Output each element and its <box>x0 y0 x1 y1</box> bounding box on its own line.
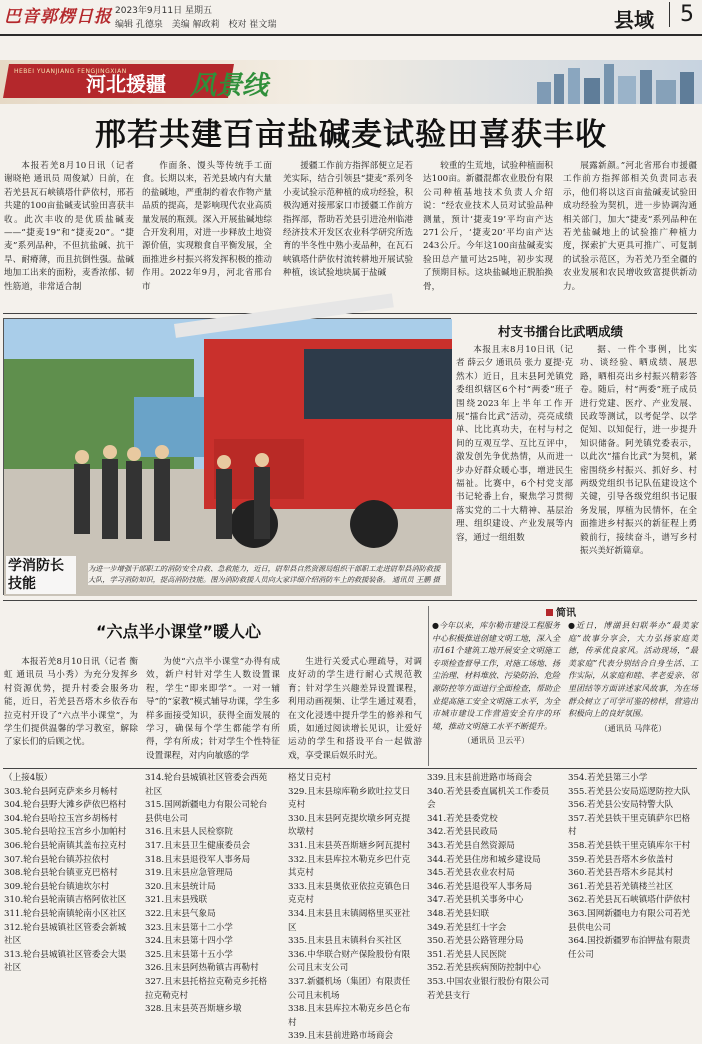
honor-list-entry: 337.新疆机场（集团）有限责任公司且末机场 <box>288 976 411 1001</box>
main-story-col-3: 援疆工作前方指挥部便立足若羌实际，结合引领县“捷麦”系列冬小麦试验示范种植的成功经验，积极沟通对接邢家口市援疆工作前方指挥部，帮助若羌县引进沧州临港经济技术开发区农业科学研究所选育的半冬性中熟小麦品种，在瓦石峡镇塔什萨依村流转耕地开展试验种植，该试验地块属于盐碱 <box>283 161 413 279</box>
main-story-col-4: 较重的生荒地，试验种植面积达100亩。新疆混都农业股份有限公司种植基地技术负责人介绍说：“经农业技术人员对试验品种测量，预计‘捷麦19’平均亩产达271公斤，‘捷麦20’平均亩产达243公斤。今年这100亩盐碱麦实验田总产量可达25吨，初步实现了预期目标。这块盐碱地正脱胎换骨， <box>423 161 553 292</box>
main-story-col-1: 本报若羌8月10日讯（记者 谢晓艳 通讯员 周俊斌）日前，在若羌县瓦石峡镇塔什萨依村，邢若共建的100亩盐碱麦试验田喜获丰收。此次丰收的是优质盐碱麦——“捷麦19”和“捷麦20”。“捷麦”系列品种，不但抗盐碱、抗干旱、耐瘠薄，而且抗倒性强。盐碱地加工出来的面粉，麦香浓郁、韧性筋道，非常适合制 <box>4 161 134 292</box>
honor-list-entry: 323.且末县第十二小学 <box>145 922 233 933</box>
section-label: 县域 <box>614 8 654 32</box>
honor-list-entry: 361.若羌县若羌镇楼兰社区 <box>568 881 674 892</box>
village-story-col-1: 本报且末8月10日讯（记者 薛云夕 通讯员 张力 夏提·克然木）近日，且末县阿羌镇党委组织辖区6个村“两委”班子围绕2023年上半年工作开展“擂台比武”活动，亮亮成绩单、比比真功夫，在村与村之间的互观互学、互比互评中，激发创先争优热情，从而进一步办好群众暖心事，增进民生福祉。比赛中，6个村党支部书记轮番上台，聚焦学习贯彻落实党的二十大精神、基层治理、组织建设、产业发展等内容，通过一组组数 <box>456 345 573 543</box>
honor-list-entry: 324.且末县第十四小学 <box>145 936 233 947</box>
section-divider <box>3 600 697 601</box>
honor-list-entry: 352.若羌县疾病预防控制中心 <box>427 963 541 974</box>
honor-list-entry: 325.且末县第十五小学 <box>145 949 233 960</box>
honor-list-entry: 358.若羌县铁干里克镇库尔干村 <box>568 840 691 851</box>
dateline: 2023年9月11日 星期五 <box>115 6 212 16</box>
honor-list-entry: 307.轮台县轮台镇苏拉依村 <box>4 854 110 865</box>
banner-subtitle: HEBEI YUANJIANG FENGJINGXIAN <box>14 68 127 75</box>
honor-list-entry: 306.轮台县轮南镇其盖布拉克村 <box>4 840 127 851</box>
honor-list-entry: 309.轮台县轮台镇迪坎尔村 <box>4 881 110 892</box>
honor-list-entry: 326.且末县阿热勒镇古再勒村 <box>145 963 259 974</box>
honor-list-entry: 334.且末县且末镇阔格里买亚社区 <box>288 908 411 933</box>
honor-list-col-5 <box>568 772 698 1022</box>
honor-list-entry: 341.若羌县委党校 <box>427 813 498 824</box>
honor-list-entry: 315.国网新疆电力有限公司轮台县供电公司 <box>145 800 268 824</box>
proof-name: 校对 崔文瑞 <box>228 20 277 30</box>
village-story-col-2: 据、一件个事例，比实功、谈经验、晒成绩、展思路，晒相亮出乡村振兴精彩答卷。随后，村“两委”班子成员进行党建、医疗、产业发展、民政等测试，以考促学、以学促知、以知促行，进一步提升知识储备。阿羌镇党委表示，以此次“擂台比武”为契机，紧密围绕乡村振兴、抓好乡、村两级党组织书记队伍建设这个关键，引导各级党组织书记服务发展，厚植为民情怀，在全面推进乡村振兴的新征程上勇毅前行，接续奋斗，谱写乡村振兴美好新篇章。 <box>580 345 697 557</box>
page-number: 5 <box>669 2 694 27</box>
honor-list-entry: 311.轮台县轮南镇轮南小区社区 <box>4 908 127 919</box>
honor-list-entry: 340.若羌县委直属机关工作委员会 <box>427 786 550 811</box>
honor-list-entry: 354.若羌县第三小学 <box>568 773 648 783</box>
brief-item-2: ●近日，博湖县妇联举办“最美家庭”故事分享会，大力弘扬家庭美德，传承优良家风。活动现场，“最美家庭”代表分别结合自身生活、工作实际，从家庭和睦、孝老爱亲、邻里团结等方面讲述家风故事，为在场群众树立了可学可鉴的榜样，营造出积极向上的良好氛围。 （通讯员 马萍花） <box>568 621 698 733</box>
newspaper-logo: 巴音郭楞日报 <box>4 7 112 27</box>
column-banner <box>0 60 702 104</box>
skyline-illustration <box>532 60 702 104</box>
honor-list-col-4 <box>427 772 557 1022</box>
honor-list-entry: 316.且末县人民检察院 <box>145 827 233 838</box>
masthead <box>0 0 702 36</box>
honor-list-entry: 338.且末县库拉木勒克乡邑仑布村 <box>288 1004 411 1028</box>
brief-item-1: ●今年以来，库尔勒市建设工程服务中心积极推进创建文明工地，深入全市161个建筑工地开展安全文明施工专项检查督导工作，对施工场地、扬尘治理、材料堆放、污染防治、危险源防控等方面进行全面检查，帮助企业提高施工安全文明施工水平，为全市城市建设工作营造安全有序的环境，推动文明施工水平不断提升。 （通讯员 卫云平） <box>432 621 560 746</box>
honor-list-entry: 346.若羌县退役军人事务局 <box>427 881 533 892</box>
honor-list-entry: 322.且末县气象局 <box>145 908 216 919</box>
designer-name: 美编 解政莉 <box>171 20 220 30</box>
honor-list-entry: 351.若羌县人民医院 <box>427 949 507 960</box>
honor-list-entry: 349.若羌县红十字会 <box>427 922 507 933</box>
honor-list-entry: 格艾日克村 <box>288 773 331 783</box>
editor-credits <box>115 17 282 30</box>
honor-list-entry: 308.轮台县轮台镇亚克巴格村 <box>4 868 118 879</box>
honor-list-entry: 304.轮台县哈拉玉宫乡胡杨村 <box>4 813 118 824</box>
honor-list-entry: 310.轮台县轮南镇吉格阿依社区 <box>4 895 127 906</box>
class-story-title: “六点半小课堂”暖人心 <box>96 622 262 641</box>
honor-list-entry: 331.且末县英吾斯塘乡阿瓦提村 <box>288 840 411 851</box>
village-story-title: 村支书擂台比武晒成绩 <box>498 324 624 339</box>
honor-list-entry: 353.中国农业银行股份有限公司若羌县支行 <box>427 976 550 1001</box>
honor-list-entry: 348.若羌县妇联 <box>427 908 490 919</box>
honor-list-entry: 356.若羌县公安局特警大队 <box>568 800 674 811</box>
briefs-label: 简讯 <box>546 604 576 619</box>
honor-list-entry: 342.若羌县民政局 <box>427 827 498 838</box>
honor-list-entry: 364.国投新疆罗布泊钾盐有限责任公司 <box>568 936 691 960</box>
banner-title-scenery: 风景线 <box>190 71 269 101</box>
honor-list-entry: 303.轮台县阿克萨来乡月畅村 <box>4 786 118 797</box>
honor-list-entry: 333.且末县奥依亚依拉克镇色日克克村 <box>288 881 411 906</box>
fire-drill-illustration <box>4 319 452 596</box>
honor-list-entry: 330.且末县阿克提坎墩乡阿克提坎墩村 <box>288 813 411 838</box>
fire-truck-photo <box>3 318 451 595</box>
honor-list-col-1 <box>4 772 134 1022</box>
main-headline: 邢若共建百亩盐碱麦试验田喜获丰收 <box>95 117 607 153</box>
honor-list-entry: 344.若羌县住房和城乡建设局 <box>427 854 541 865</box>
honor-list-entry: 332.且末县库拉木勒克乡巴什克其克村 <box>288 854 411 879</box>
section-divider <box>3 768 697 769</box>
class-story-col-1: 本报若羌8月10日讯（记者 衡虹 通讯员 马小秀）为充分发挥乡村资源优势，提升村委会服务功能，近日，若羌县吾塔木乡依吞布拉克村开设了“六点半小课堂”，为学生们提供温馨的学习教室，解除了家长们的后顾之忧。 <box>4 657 138 748</box>
honor-list-entry: 345.若羌县农业农村局 <box>427 868 515 879</box>
honor-list-col-3 <box>288 772 418 1042</box>
honor-list-entry: 320.且末县统计局 <box>145 881 216 892</box>
honor-list-entry: 304.轮台县野大滩乡萨依巴格村 <box>4 800 127 811</box>
honor-list-entry: 312.轮台县城镇社区管委会新城社区 <box>4 922 127 947</box>
class-story-col-3: 生进行关爱式心理疏导，对调皮好动的学生进行耐心式规范教育；针对学生兴趣差异设置课程，利用动画视频、让学生通过观看，在文化浸透中提升学生的修养和气质，如通过阅读增长见识，让爱好运动的学生和搭设平台一起做游戏，享受课后娱乐时光。 <box>288 657 422 761</box>
honor-list-entry: 313.轮台县城镇社区管委会大渠社区 <box>4 949 127 974</box>
honor-list-entry: 362.若羌县瓦石峡镇塔什萨依村 <box>568 895 691 906</box>
honor-list-entry: 350.若羌县公路管理分局 <box>427 936 524 947</box>
main-story-col-5: 展露新颜。”河北省邢台市援疆工作前方指挥部相关负责同志表示，他们将以这百亩盐碱麦试验田成功经验为契机，进一步协调沟通相关部门，加大“捷麦”系列品种在若羌盐碱地上的试验推广种植力度，探索扩大更具可推广、可复制的试验示范区，为若羌乃至全疆的农业发展和农民增收致富提供新动力。 <box>563 161 697 292</box>
honor-list-entry: 329.且末县琼库勒乡欧吐拉艾日克村 <box>288 786 411 811</box>
honor-list-entry: 339.且末县前进路市场商会 <box>427 773 533 783</box>
honor-list-entry: 347.若羌县机关事务中心 <box>427 895 524 906</box>
photo-big-caption: 学消防长技能 <box>6 556 76 594</box>
honor-list-entry: 314.轮台县城镇社区管委会西苑社区 <box>145 773 268 797</box>
photo-caption: 为进一步增强干部职工的消防安全自救、急救能力，近日，尉犁县自然资源局组织干部职工走进尉犁县消防救援大队，学习消防知识，提高消防技能。图为消防救援人员向大家详细介绍消防车上的救援装备。 通讯员 王鹏 摄 <box>88 563 446 585</box>
honor-list-entry: 327.且末县托格拉克勒克乡托格拉克勒克村 <box>145 976 268 1001</box>
honor-list-entry: 318.且末县退役军人事务局 <box>145 854 251 865</box>
honor-list-entry: 355.若羌县公安局巡逻防控大队 <box>568 786 691 797</box>
honor-list-entry: 319.且末县应急管理局 <box>145 868 233 879</box>
banner-title: 河北援疆 <box>86 72 166 96</box>
briefs-divider <box>428 606 429 766</box>
class-story-col-2: 为使“六点半小课堂”办得有成效，新户村针对学生人数设置课程，学生“即来即学”。一对一辅导”的“家教”模式辅导功课，学生多样多面接受知识，获得全面发展的学习，确保每个学生都能学有所得，学有所成；针对学生个性特征设置课程，对内向敏感的学 <box>146 657 280 761</box>
honor-list-entry: 317.且末县卫生健康委员会 <box>145 840 251 851</box>
honor-list-entry: 321.且末县残联 <box>145 895 208 906</box>
honor-list-entry: 343.若羌县自然资源局 <box>427 840 515 851</box>
honor-list-entry: 336.中华联合财产保险股份有限公司且末支公司 <box>288 949 411 974</box>
honor-list-entry: 363.国网新疆电力有限公司若羌县供电公司 <box>568 908 691 933</box>
honor-list-entry: 360.若羌县吾塔木乡昆其村 <box>568 868 674 879</box>
honor-list-entry: （上接4版） <box>4 773 53 783</box>
honor-list-col-2 <box>145 772 275 1022</box>
main-story-col-2: 作面条、馒头等传统手工面食。长期以来，若羌县域内有大量的盐碱地，严重制约着农作物产量品质的提高，是影响现代农业高质量发展的瓶颈。深入开展盐碱地综合开发利用，对进一步释放土地资源价值，实现粮食自平衡发展，全面推进乡村振兴将发挥积极的推动作用。2022年9月，河北省邢台市 <box>142 161 272 292</box>
honor-list-entry: 357.若羌县铁干里克镇萨尔巴格村 <box>568 813 691 838</box>
honor-list-entry: 335.且末县且末镇科台买社区 <box>288 936 402 947</box>
editor-name: 编辑 孔德泉 <box>115 20 163 30</box>
honor-list-entry: 328.且末县英吾斯塘乡墩 <box>145 1004 242 1015</box>
honor-list-entry: 359.若羌县吾塔木乡依盖村 <box>568 854 674 865</box>
honor-list-entry: 305.轮台县哈拉玉宫乡小加帕村 <box>4 827 127 838</box>
honor-list-entry: 339.且末县前进路市场商会 <box>288 1031 394 1042</box>
